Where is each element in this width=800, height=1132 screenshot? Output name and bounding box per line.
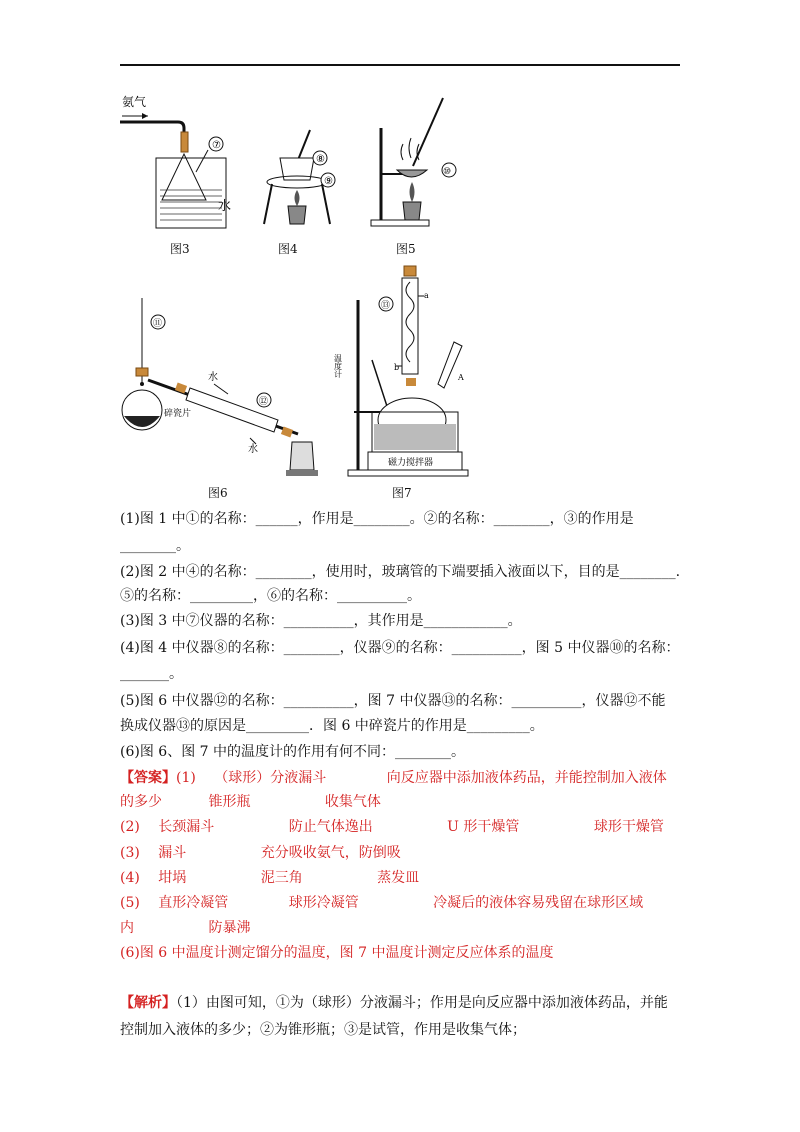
evaporating-dish-10 — [397, 170, 427, 177]
header-rule — [120, 64, 680, 66]
figure-3 — [118, 92, 248, 242]
marker-10: ⑩ — [443, 167, 452, 177]
iron-stand-base — [371, 220, 429, 226]
label-b: b — [394, 363, 400, 372]
caption-fig7: 图7 — [392, 486, 412, 500]
alcohol-lamp — [288, 206, 306, 224]
figure-6 — [118, 292, 323, 482]
answer-line-7: 内 防暴沸 — [120, 920, 251, 936]
water-in-arrow — [214, 384, 228, 394]
question-2-line-1: (2)图 2 中④的名称：________，使用时，玻璃管的下端要插入液面以下，目的是________. — [120, 564, 681, 580]
caption-fig4: 图4 — [278, 242, 298, 256]
question-4-line-2: _______。 — [120, 666, 183, 682]
receiver-base — [286, 470, 318, 476]
question-6: (6)图 6、图 7 中的温度计的作用有何不同：________。 — [120, 744, 465, 760]
water-lines — [160, 190, 222, 220]
figure-7 — [330, 264, 480, 482]
answer-line-5: (4) 坩埚 泥三角 蒸发皿 — [120, 870, 420, 886]
label-A: A — [458, 373, 464, 382]
analysis-line-1 — [120, 993, 690, 1013]
glass-tube — [120, 122, 184, 132]
analysis-tag: 【解析】 — [120, 995, 176, 1011]
marker-7: ⑦ — [212, 140, 221, 151]
answer-tag: 【答案】 — [120, 770, 176, 786]
condenser-top-stopper — [404, 266, 416, 276]
neck-stopper — [406, 378, 416, 386]
water-label: 水 — [218, 199, 232, 214]
tripod-leg-left — [264, 184, 272, 224]
flame-5 — [410, 182, 415, 202]
question-2-line-2: ⑤的名称：_________，⑥的名称：__________。 — [120, 588, 421, 604]
water-out-label: 水 — [248, 444, 258, 455]
funnel-7 — [162, 154, 206, 200]
analysis-text-1: （1）由图可知，①为（球形）分液漏斗；作用是向反应器中添加液体药品，并能 — [176, 995, 668, 1011]
thermometer-bulb — [140, 382, 144, 386]
figure-6-drawing — [118, 292, 323, 482]
caption-fig5: 图5 — [396, 242, 416, 256]
tripod-leg-right — [322, 184, 330, 224]
analysis-line-2: 控制加入液体的多少；②为锥形瓶；③是试管，作用是收集气体； — [120, 1022, 526, 1038]
question-1-line-1: (1)图 1 中①的名称：______，作用是________。②的名称：________，③的作用是 — [120, 511, 634, 527]
caption-fig6: 图6 — [208, 486, 228, 500]
label-a: a — [424, 291, 429, 300]
answer-line-3: (2) 长颈漏斗 防止气体逸出 U 形干燥管 球形干燥管 — [120, 819, 664, 835]
answer-text-1: (1) （球形）分液漏斗 向反应器中添加液体药品，并能控制加入液体 — [176, 770, 667, 786]
question-4-line-1: (4)图 4 中仪器⑧的名称：________，仪器⑨的名称：__________，图 5 中仪器⑩的名称： — [120, 640, 680, 656]
stopper — [136, 368, 148, 376]
figure-4-drawing — [258, 120, 338, 235]
flame — [295, 190, 300, 206]
water-in-label: 水 — [208, 372, 218, 383]
marker-13: ⑬ — [381, 301, 391, 311]
marker-11: ⑪ — [153, 319, 163, 329]
gas-arrow-head — [142, 113, 148, 119]
question-5-line-2: 换成仪器⑬的原因是_________．图 6 中碎瓷片的作用是_________。 — [120, 718, 544, 734]
figure-5 — [365, 94, 465, 234]
marker-12: ⑫ — [259, 397, 269, 407]
figure-7-drawing — [330, 264, 480, 482]
figure-3-drawing — [118, 92, 248, 242]
stirrer-label: 磁力搅拌器 — [388, 458, 434, 468]
alcohol-lamp-5 — [403, 202, 421, 220]
rubber-connector — [181, 132, 188, 152]
caption-fig3: 图3 — [170, 242, 190, 256]
stand-base-7 — [348, 470, 468, 476]
marker-9: ⑨ — [324, 176, 333, 187]
figure-4 — [258, 120, 338, 235]
answer-line-4: (3) 漏斗 充分吸收氨气，防倒吸 — [120, 845, 401, 861]
answer-line-6: (5) 直形冷凝管 球形冷凝管 冷凝后的液体容易残留在球形区域 — [120, 895, 644, 911]
receiving-flask — [290, 442, 314, 470]
question-5-line-1: (5)图 6 中仪器⑫的名称：__________，图 7 中仪器⑬的名称：__________，仪器⑫不能 — [120, 693, 666, 709]
figure-5-drawing — [365, 94, 465, 234]
porcelain-label: 碎瓷片 — [164, 409, 192, 419]
question-1-line-2: ________。 — [120, 538, 190, 554]
answer-line-8: (6)图 6 中温度计测定馏分的温度，图 7 中温度计测定反应体系的温度 — [120, 945, 554, 961]
answer-line-2: 的多少 锥形瓶 收集气体 — [120, 794, 381, 810]
ammonia-label: 氨气 — [122, 95, 147, 109]
question-3: (3)图 3 中⑦仪器的名称：__________，其作用是____________。 — [120, 613, 522, 629]
thermometer-label: 温度计 — [333, 354, 343, 378]
ball-condenser-13 — [402, 278, 418, 374]
marker-8: ⑧ — [316, 154, 325, 165]
answer-line-1 — [120, 768, 690, 788]
bath-hatch — [374, 424, 456, 450]
leader-7 — [196, 150, 208, 172]
